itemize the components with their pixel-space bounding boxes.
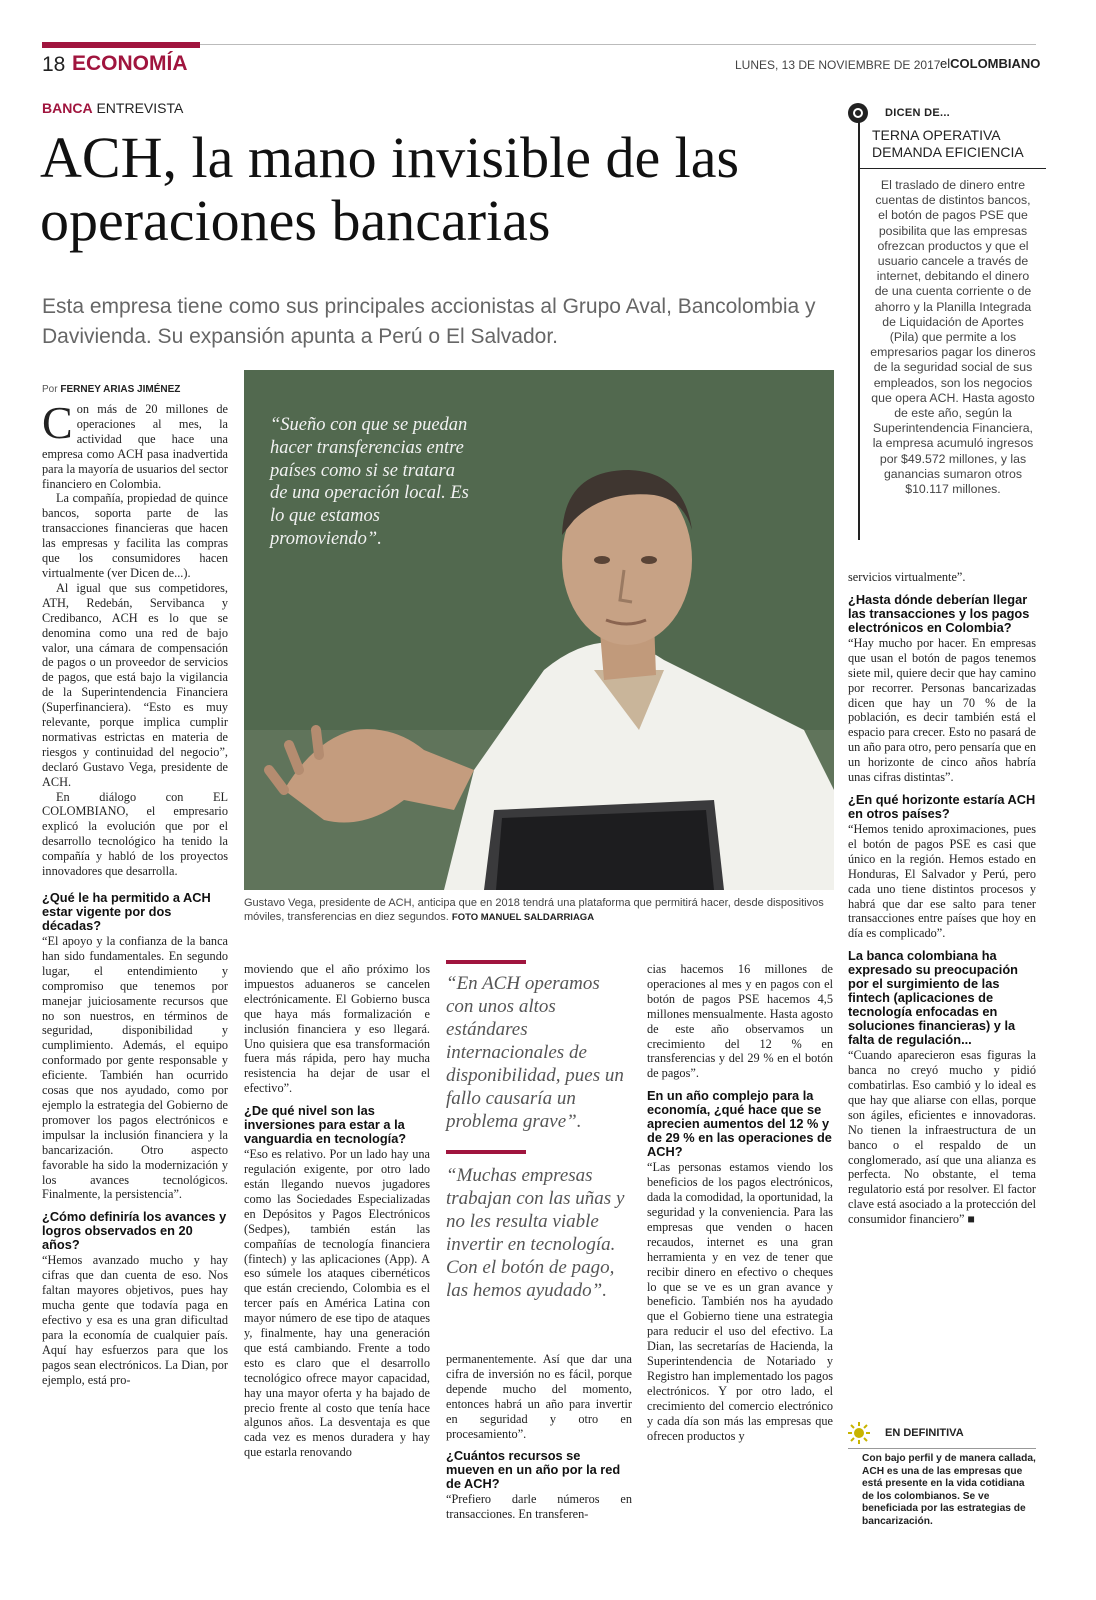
drop-cap: C	[42, 397, 73, 448]
pullquote-bar	[446, 960, 526, 964]
interview-answer: servicios virtualmente”.	[848, 570, 966, 584]
interview-question: ¿Hasta dónde deberían llegar las transacciones y los pagos electrónicos en Colombia?	[848, 591, 1030, 635]
photo-quote: “Sueño con que se puedan hacer transferencias entre países como si se tratara de una operación local. Es lo que estamos promoviendo”.	[270, 415, 469, 549]
body-paragraph: La compañía, propiedad de quince bancos, soporta parte de las transacciones financieras que hacen las empresas y facilita las compras que los consumidores hacen virtualmente (ver Dicen de...).	[42, 491, 228, 580]
photo-caption: Gustavo Vega, presidente de ACH, anticipa que en 2018 tendrá una plataforma que permitirá hacer, desde dispositivos móviles, transferencias en diez segundos. FOTO MANUEL SALDARRIAGA	[244, 897, 824, 923]
column-5	[848, 570, 1036, 1227]
page-number: 18	[42, 53, 66, 76]
interview-answer: “Las personas estamos viendo los beneficios de los pagos electrónicos, dada la comodidad, la oportunidad, la seguridad y la conveniencia. Para las empresas que venden o hacen recaudos, internet es una gran herramienta y en vez de tener que recibir dinero en efectivo o cheques lo que se ve es un gran avance y beneficio. También nos ha ayudado que el Gobierno tiene una estrategia para reducir el uso del efectivo. La Dian, las secretarías de Hacienda, la Superintendencia de Notariado y Registro han implementado los pagos electrónicos. Y por otro lado, el crecimiento del comercio electrónico y cada día son más las empresas que ofrecen productos y	[647, 1160, 833, 1443]
sun-icon	[848, 1422, 870, 1444]
pullquote-1: “En ACH operamos con unos altos estándares internacionales de disponibilidad, pues un fallo causaría un problema grave”.	[446, 973, 624, 1132]
sidebar-text: El traslado de dinero entre cuentas de distintos bancos, el botón de pagos PSE que posibilita que las empresas ofrezcan productos y que el usuario cancele a través de internet, debitando el dinero de una cuenta corriente o de ahorro y la Planilla Integrada de Liquidación de Aportes (Pila) que permite a los empresarios pagar los dineros de la seguridad social de sus empleados, son los negocios que opera ACH. Hasta agosto de este año, según la Superintendencia Financiera, la empresa acumuló ingresos por $49.572 millones, y las ganancias sumaron otros $10.117 millones.	[870, 178, 1036, 497]
interview-answer: “Hemos tenido aproximaciones, pues el botón de pagos PSE es casi que único en la región. Hemos estado en Honduras, El Salvador y Perú, pero cada uno tiene distintos procesos y habrá que dar ese salto para tener transacciones entre países que hoy en día es complicado”.	[848, 821, 1036, 941]
interview-question: En un año complejo para la economía, ¿qué hace que se aprecien aumentos del 12 % y de 29 % en las operaciones de ACH?	[647, 1088, 832, 1160]
pullquote-bar	[446, 1150, 526, 1154]
issue-date: LUNES, 13 DE NOVIEMBRE DE 2017	[735, 58, 941, 72]
headline: ACH, la mano invisible de las operaciones bancarias	[40, 125, 740, 253]
subheadline: Esta empresa tiene como sus principales accionistas al Grupo Aval, Bancolombia y Davivienda. Su expansión apunta a Perú o El Salvador.	[42, 295, 816, 348]
interview-answer: permanentemente. Así que dar una cifra de inversión no es fácil, porque depende mucho del momento, entonces habrá un año para invertir en seguridad y otro en procesamiento”.	[446, 1352, 632, 1441]
definitiva-rule	[848, 1448, 1036, 1449]
interview-answer: “Hemos avanzado mucho y hay cifras que dan cuenta de eso. Nos faltan mayores objetivos, pues hay mucha gente que todavía paga en efectivo y esa es una gran dificultad para la economía de cualquier país. Aquí hay esfuerzos para que los pagos sean electrónicos. La Dian, por ejemplo, está pro-	[42, 1253, 228, 1387]
interview-question: ¿Cuántos recursos se mueven en un año por la red de ACH?	[446, 1448, 621, 1492]
column-4	[647, 962, 833, 1443]
column-3	[446, 1352, 632, 1522]
column-2	[244, 962, 430, 1460]
section-title: ECONOMÍA	[72, 52, 188, 75]
sidebar-kicker: DICEN DE...	[885, 107, 951, 119]
interview-question: ¿De qué nivel son las inversiones para estar a la vanguardia en tecnología?	[244, 1103, 407, 1147]
photo-credit: FOTO MANUEL SALDARRIAGA	[451, 912, 595, 923]
interview-question: ¿En qué horizonte estaría ACH en otros países?	[848, 791, 1036, 821]
interview-answer: “Prefiero darle números en transacciones. En transferen-	[446, 1492, 632, 1522]
pullquote-2: “Muchas empresas trabajan con las uñas y no les resulta viable invertir en tecnología. Con el botón de pago, las hemos ayudado”.	[446, 1165, 625, 1301]
quote-bubble-icon-inner	[853, 108, 863, 118]
interview-answer: “Hay mucho por hacer. En empresas que usan el botón de pagos tenemos siete mil, quiere decir que hay camino por recorrer. Personas bancarizadas dicen que hay un 70 % de la población, es decir también está el espacio para crecer. Esto no pasará de un año para otro, pero pensaría que en un horizonte de cinco años habría unas cifras distintas”.	[848, 635, 1036, 785]
byline: Por FERNEY ARIAS JIMÉNEZ	[42, 384, 181, 395]
header-rule	[200, 44, 1036, 45]
interview-answer: cias hacemos 16 millones de operaciones al mes y en pagos con el botón de pagos PSE hacemos 4,5 millones mensualmente. Hasta agosto de este año observamos un crecimiento del 12 % en transferencias y del 29 % en el botón de pagos”.	[647, 962, 833, 1081]
section-color-bar	[42, 42, 200, 48]
sidebar-title: TERNA OPERATIVA DEMANDA EFICIENCIA	[872, 127, 1024, 160]
interview-question: ¿Qué le ha permitido a ACH estar vigente por dos décadas?	[42, 890, 211, 933]
column-1	[42, 397, 228, 1387]
interview-question: ¿Cómo definiría los avances y logros observados en 20 años?	[42, 1209, 227, 1253]
sidebar-rule	[858, 168, 1046, 169]
body-paragraph: Al igual que sus competidores, ATH, Redebán, Servibanca y Credibanco, ACH es lo que se denomina como una red de bajo valor, una cámara de compensación de pagos o un proveedor de servicios de pagos, que está bajo la vigilancia de la Superintendencia Financiera (Superfinanciera). “Esto es muy relevante, porque implica cumplir normativas estrictas en materia de riesgos y continuidad del negocio”, declaró Gustavo Vega, presidente de ACH.	[42, 580, 228, 789]
definitiva-kicker: EN DEFINITIVA	[885, 1427, 964, 1439]
newspaper-name: elCOLOMBIANO	[940, 56, 1041, 71]
definitiva-text: Con bajo perfil y de manera callada, ACH es una de las empresas que está presente en la vida cotidiana de los colombianos. Se ve beneficiada por las estrategias de bancarización.	[862, 1453, 1036, 1527]
interview-answer: moviendo que el año próximo los impuestos aduaneros se cancelen electrónicamente. El Gobierno busca que haya más formalización e inclusión financiera y eso llegará. Uno quisiera que esa transformación fuera más rápida, pero hay mucha resistencia ha dejar de usar el efectivo”.	[244, 962, 430, 1096]
body-paragraph: En diálogo con EL COLOMBIANO, el empresario explicó la evolución que por el desarrollo tecnológico ha tenido la compañía y habló de los proyectos innovadores que desarrolla.	[42, 789, 228, 879]
interview-answer: “Eso es relativo. Por un lado hay una regulación exigente, por otro lado están llegando nuevos jugadores como las Sociedades Especializadas en Depósitos y Pagos Electrónicos (Sedpes), también están las compañías de tecnología financiera (fintech) y las aplicaciones (App). A eso súmele los ataques cibernéticos que están creciendo, Colombia es el tercer país en América Latina con mayor número de ese tipo de ataques y, finalmente, hay una generación que está cambiando. Frente a todo esto es claro que el desarrollo tecnológico ofrece mayor capacidad, hay una mayor oferta y ha bajado de precio frente al costo que tenía hace algunos años. La desventaja es que cada vez es menos duradera y hay que estarla renovando	[244, 1147, 430, 1460]
lead-paragraph: Con más de 20 millones de operaciones al mes, la actividad que hace una empresa como ACH pasa inadvertida para la mayoría de usuarios del sector financiero en Colombia.	[42, 397, 228, 491]
interview-answer: “Cuando aparecieron esas figuras la banca no creyó mucho y pidió combatirlas. Eso cambió y lo ideal es que hay que aliarse con ellas, porque son ágiles, eficientes e innovadoras. No tienen la infraestructura de un banco o el respaldo de un conglomerado, así que una alianza es perfecta. No obstante, el tema regulatorio está por resolver. El factor clave está asociado a la protección del consumidor financiero” ■	[848, 1048, 1036, 1227]
article-kicker: BANCA ENTREVISTA	[42, 100, 184, 116]
interview-question: La banca colombiana ha expresado su preocupación por el surgimiento de las fintech (aplicaciones de tecnología enfocadas en soluciones financieras) y la falta de regulación...	[848, 948, 1018, 1048]
sidebar-border	[858, 122, 860, 540]
interview-answer: “El apoyo y la confianza de la banca han sido fundamentales. En segundo lugar, el entendimiento y compromiso que tenemos por manejar juiciosamente recursos que no son nuestros, en términos de seguridad, disponibilidad y cumplimiento. Además, el equipo conformado por gente responsable y eficiente. También han ocurrido cosas que nos ayudado, como por ejemplo la estrategia del Gobierno de promover los pagos electrónicos e impulsar la inclusión financiera y la bancarización. Otro aspecto favorable ha sido la modernización y los avances tecnológicos. Finalmente, la persistencia”.	[42, 934, 228, 1202]
